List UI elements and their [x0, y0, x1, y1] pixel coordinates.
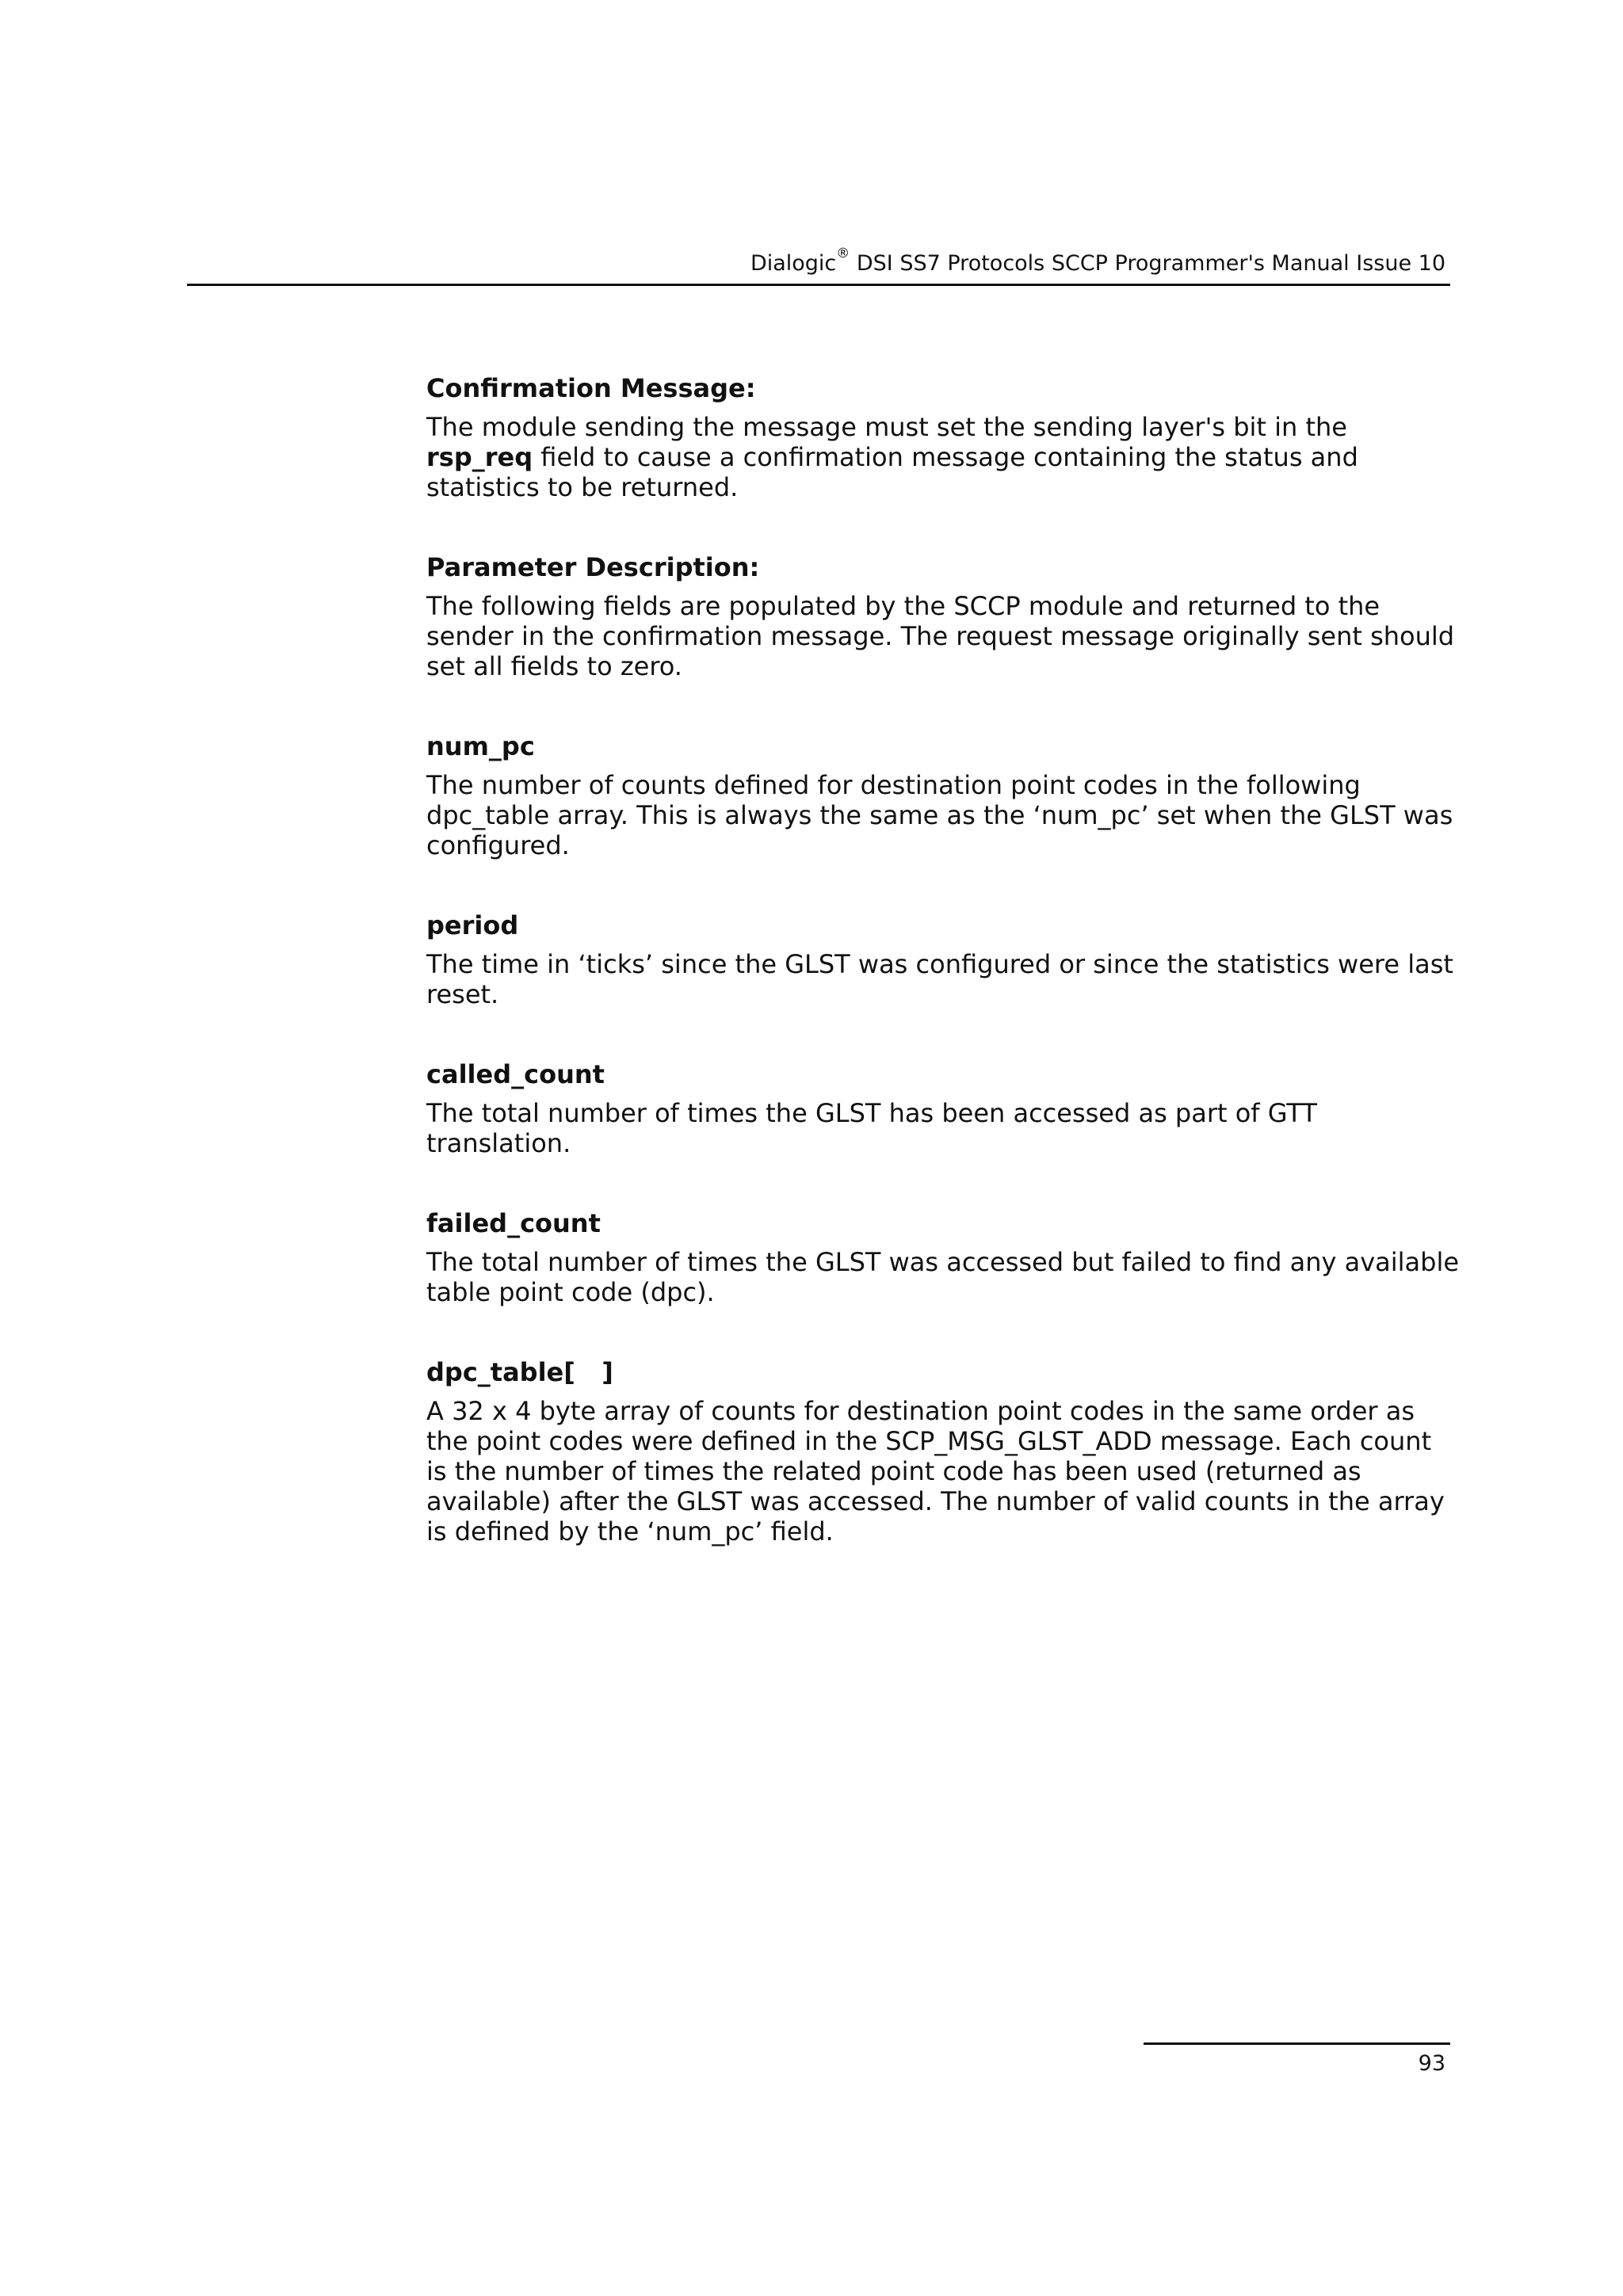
paragraph-line: The module sending the message must set the sending layer's bit in the — [426, 412, 1347, 442]
paragraph-line: The total number of times the GLST was accessed but failed to find any available — [426, 1247, 1460, 1277]
section-heading: failed_count — [426, 1208, 601, 1238]
paragraph-line: configured. — [426, 830, 570, 860]
paragraph-line: is the number of times the related point code has been used (returned as — [426, 1456, 1361, 1486]
section-heading: called_count — [426, 1059, 605, 1089]
paragraph-line: translation. — [426, 1128, 571, 1158]
header-title: DSI SS7 Protocols SCCP Programmer's Manual Issue 10 — [850, 251, 1445, 276]
registered-mark: ® — [836, 246, 850, 261]
paragraph-line: available) after the GLST was accessed. The number of valid counts in the array — [426, 1486, 1445, 1516]
paragraph-line: table point code (dpc). — [426, 1277, 715, 1307]
paragraph-line: The number of counts defined for destination point codes in the following — [426, 770, 1361, 800]
section-period — [426, 910, 1457, 1009]
paragraph-line — [426, 442, 1457, 472]
paragraph-line: set all fields to zero. — [426, 651, 682, 681]
section-confirmation-message — [426, 372, 1457, 502]
paragraph-line: The total number of times the GLST has been accessed as part of GTT — [426, 1098, 1317, 1128]
section-parameter-description — [426, 551, 1457, 681]
section-paragraph — [426, 412, 1457, 502]
section-dpc-table — [426, 1356, 1457, 1547]
section-heading: dpc_table[ ] — [426, 1357, 613, 1387]
footer-rule — [1144, 2042, 1450, 2045]
section-heading: period — [426, 910, 519, 940]
paragraph-line: is defined by the ‘num_pc’ field. — [426, 1516, 834, 1547]
section-paragraph — [426, 1247, 1460, 1307]
header-rule — [187, 284, 1450, 286]
paragraph-line: sender in the confirmation message. The request message originally sent should — [426, 621, 1455, 651]
section-failed-count — [426, 1207, 1460, 1307]
page-number: 93 — [1418, 2051, 1445, 2076]
paragraph-line: reset. — [426, 979, 499, 1009]
paragraph-line: The time in ‘ticks’ since the GLST was configured or since the statistics were last — [426, 949, 1453, 979]
section-called-count — [426, 1058, 1457, 1158]
page-body — [426, 372, 1460, 1547]
paragraph-line: dpc_table array. This is always the same as the ‘num_pc’ set when the GLST was — [426, 800, 1453, 830]
header-brand: Dialogic — [750, 251, 837, 276]
field-name-inline: rsp_req — [426, 442, 533, 472]
section-heading: Parameter Description: — [426, 552, 760, 582]
paragraph-line-text: field to cause a confirmation message containing the status and — [533, 442, 1358, 472]
section-heading: Confirmation Message: — [426, 373, 756, 403]
section-paragraph — [426, 1098, 1457, 1158]
paragraph-line: A 32 x 4 byte array of counts for destination point codes in the same order as — [426, 1396, 1415, 1426]
section-paragraph — [426, 591, 1457, 681]
section-num-pc — [426, 730, 1457, 860]
paragraph-line: the point codes were defined in the SCP_MSG_GLST_ADD message. Each count — [426, 1426, 1432, 1456]
running-header — [750, 246, 1445, 277]
section-paragraph — [426, 1396, 1457, 1547]
section-heading: num_pc — [426, 731, 535, 761]
paragraph-line: The following fields are populated by the SCCP module and returned to the — [426, 591, 1381, 621]
paragraph-line: statistics to be returned. — [426, 472, 739, 502]
section-paragraph — [426, 949, 1457, 1009]
section-paragraph — [426, 770, 1457, 860]
